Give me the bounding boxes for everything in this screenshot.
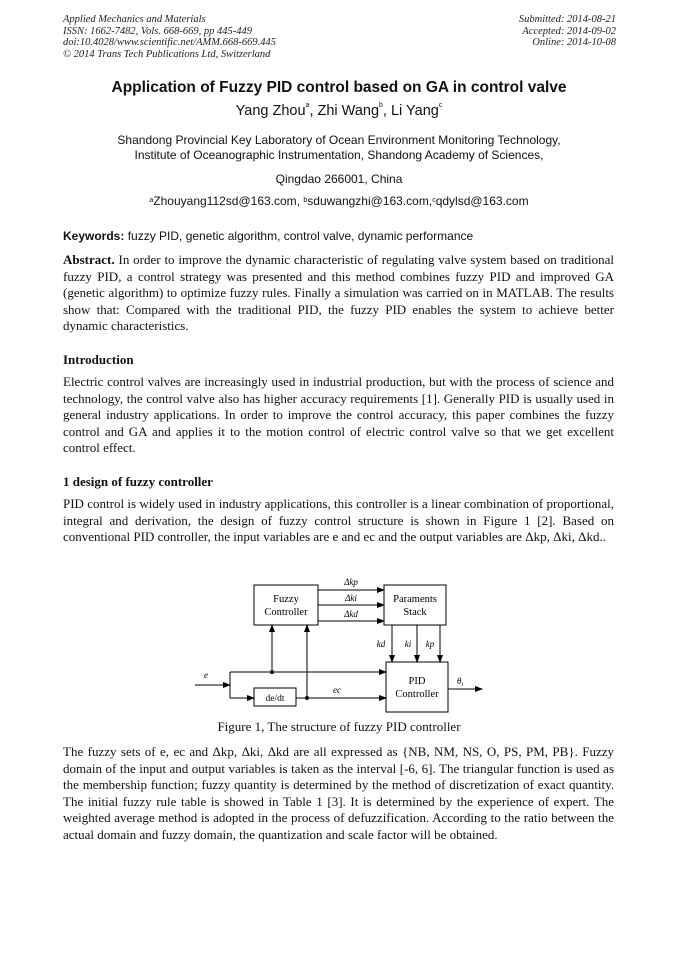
section-heading: Introduction (63, 352, 134, 367)
affiliation-city: Qingdao 266001, China (275, 172, 403, 186)
keywords-label: Keywords: (63, 229, 125, 243)
online-date: Online: 2014-10-08 (532, 37, 616, 48)
author-list (0, 103, 678, 119)
email-sup: c (432, 197, 436, 204)
email-sup: b (303, 197, 308, 204)
ec-label: ec (333, 685, 341, 695)
affiliation (0, 133, 678, 163)
author-name: Yang Zhou (235, 103, 306, 119)
author-sep: , (309, 103, 318, 119)
kp-label: kp (425, 639, 435, 649)
keywords-text: fuzzy PID, genetic algorithm, control valve, dynamic performance (124, 229, 474, 243)
doi: doi:10.4028/www.scientific.net/AMM.668-669.445 (63, 37, 276, 48)
section-heading: 1 design of fuzzy controller (63, 474, 213, 489)
dkd-label: Δkd (344, 609, 358, 619)
email-sup: a (149, 197, 154, 204)
author-sup: b (379, 102, 383, 109)
dki-label: Δki (345, 593, 357, 603)
author-name: Li Yang (390, 103, 439, 119)
figure-1-diagram (190, 572, 490, 722)
ki-label: ki (404, 639, 412, 649)
dedt-label: de/dt (265, 694, 285, 704)
email-link[interactable]: qdylsd@163.com (435, 194, 529, 208)
body-paragraph: The fuzzy sets of e, ec and Δkp, Δki, Δkd are all expressed as {NB, NM, NS, O, PS, PM, PB}. Fuzzy domain of the input and output variables is taken as the interval [-6, 6]. The triangular function is used as the membership function; fuzzy quantity is determined by the method of discretization of exact quantity. The initial fuzzy rule table is showed in Table 1 [3]. It is determined by the experience of expert. The weighted average method is adopted in the process of defuzzification. According to the ratio between the actual domain and fuzzy domain, the quantization and scale factor will be obtained. (63, 744, 614, 842)
accepted-date: Accepted: 2014-09-02 (522, 25, 616, 37)
figure-caption: Figure 1, The structure of fuzzy PID controller (217, 719, 461, 734)
abstract-label: Abstract. (63, 252, 115, 267)
params-label-2: Stack (403, 607, 427, 618)
abstract-text: In order to improve the dynamic characteristic of regulating valve system based on traditional fuzzy PID, a control strategy was presented and this method combines fuzzy PID and improved GA (genetic algorithm) to optimize fuzzy rules. Finally a simulation was carried on in MATLAB. The results show that: Compared with the traditional PID, the fuzzy PID enables the system to achieve better dynamic characteristics. (63, 252, 614, 334)
author-sup: a (305, 102, 310, 109)
abstract (63, 252, 614, 335)
submitted-date: Submitted: 2014-08-21 (518, 14, 616, 25)
author-emails (0, 194, 678, 209)
params-label-1: Paraments (393, 594, 437, 605)
dkp-label: Δkp (344, 577, 358, 587)
fuzzy-label-2: Controller (264, 607, 308, 618)
affiliation-line: Shandong Provincial Key Laboratory of Ocean Environment Monitoring Technology, (117, 133, 561, 147)
keywords (63, 229, 473, 243)
journal-name: Applied Mechanics and Materials (63, 14, 206, 25)
fuzzy-label-1: Fuzzy (273, 594, 299, 605)
kd-label: kd (376, 639, 386, 649)
paraments-stack-box (384, 585, 446, 625)
journal-header (63, 14, 276, 60)
email-link[interactable]: Zhouyang112sd@163.com, (153, 194, 304, 208)
paper-title: Application of Fuzzy PID control based on GA in control valve (111, 79, 567, 96)
pid-label-2: Controller (395, 689, 439, 700)
copyright: © 2014 Trans Tech Publications Ltd, Switzerland (63, 48, 271, 60)
author-name: Zhi Wang (317, 103, 380, 119)
junction-dot (270, 670, 274, 674)
fuzzy-controller-box (254, 585, 318, 625)
author-sup: c (438, 102, 443, 109)
introduction-paragraph: Electric control valves are increasingly used in industrial production, but with the process of science and technology, the control valve also has higher accuracy requirements [1]. Generally PID is usually used in general industry applications. In order to improve the control accuracy, this paper combines the fuzzy control and GA and applies it to the motion control of electric control valve so that we get excellent control effect. (63, 374, 614, 456)
e-label: e (204, 670, 208, 680)
dates-header (519, 14, 616, 49)
junction-dot (305, 696, 309, 700)
body-paragraph: PID control is widely used in industry applications, this controller is a linear combination of proportional, integral and derivation, the design of fuzzy control structure is shown in Figure 1 [2]. Based on conventional PID controller, the input variables are e and ec and the output variables are Δkp, Δki, Δkd.. (63, 496, 614, 545)
affiliation-line: Institute of Oceanographic Instrumentation, Shandong Academy of Sciences, (134, 148, 544, 162)
theta-label: $\theta_i$ (456, 676, 464, 688)
pid-label-1: PID (408, 676, 426, 687)
pid-controller-box (386, 662, 448, 712)
email-link[interactable]: sduwangzhi@163.com, (307, 194, 433, 208)
issn: ISSN: 1662-7482, Vols. 668-669, pp 445-449 (63, 25, 252, 37)
author-sep: , (382, 103, 391, 119)
